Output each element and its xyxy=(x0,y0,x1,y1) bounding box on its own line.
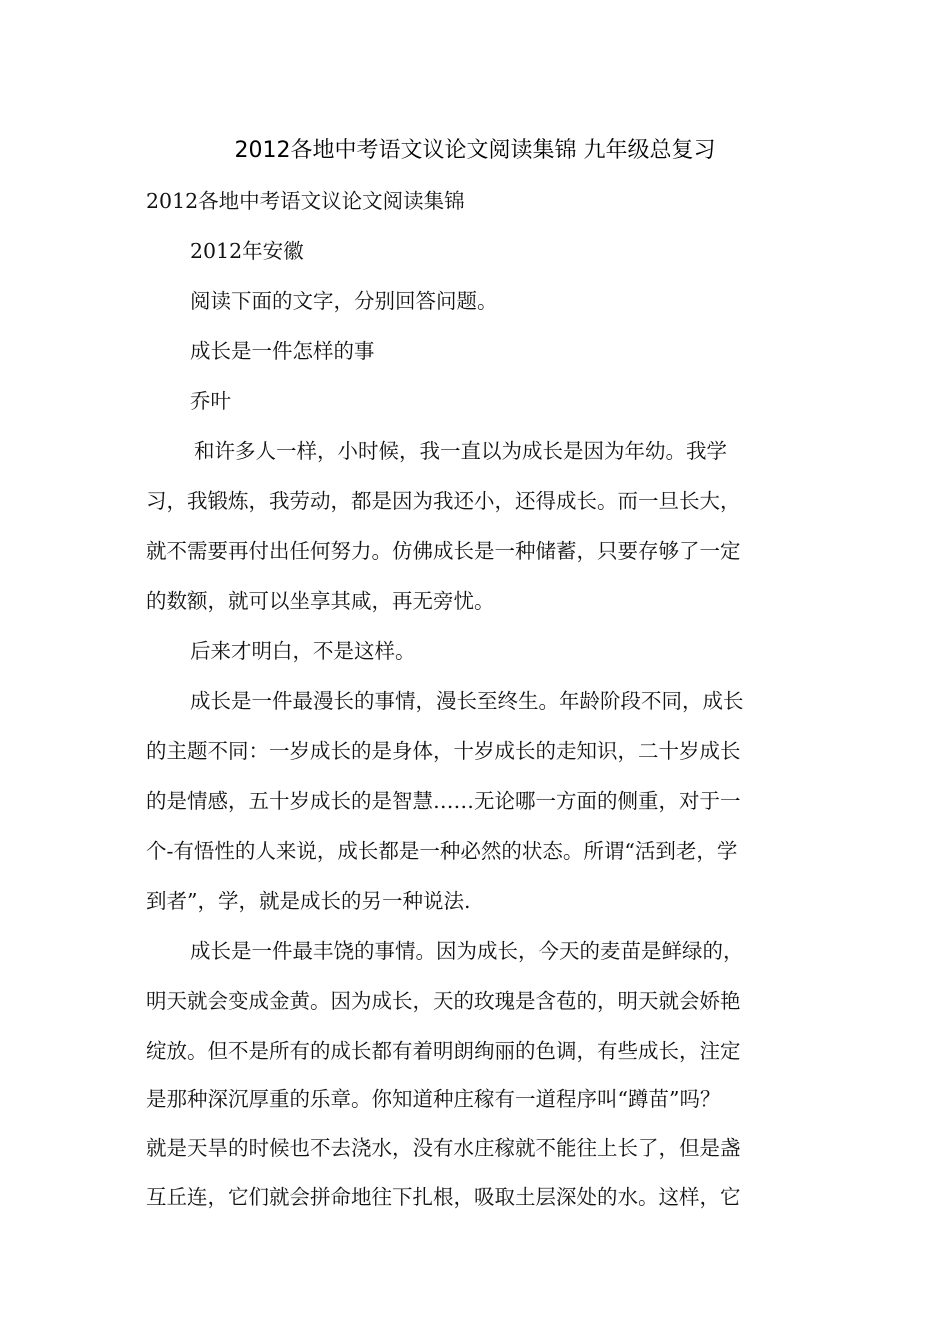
paragraph-line: 后来才明白，不是这样。 xyxy=(190,639,416,663)
paragraph-line: 是那种深沉厚重的乐章。你知道种庄稼有一道程序叫“蹲苗”吗？ xyxy=(146,1087,721,1111)
paragraph-line: 成长是一件最丰饶的事情。因为成长，今天的麦苗是鲜绿的， xyxy=(190,939,744,963)
paragraph-line: 互丘连，它们就会拼命地往下扎根，吸取土层深处的水。这样，它 xyxy=(146,1185,741,1209)
paragraph-line: 到者”，学，就是成长的另一种说法. xyxy=(146,889,471,913)
paragraph-line: 和许多人一样，小时候，我一直以为成长是因为年幼。我学 xyxy=(194,439,727,463)
paragraph-line: 习，我锻炼，我劳动，都是因为我还小，还得成长。而一旦长大， xyxy=(146,489,741,513)
paragraph-line: 绽放。但不是所有的成长都有着明朗绚丽的色调，有些成长，注定 xyxy=(146,1039,741,1063)
paragraph-line: 就不需要再付出任何努力。仿佛成长是一种储蓄，只要存够了一定 xyxy=(146,539,741,563)
document-title: 2012各地中考语文议论文阅读集锦 九年级总复习 xyxy=(234,138,716,163)
paragraph-line: 的数额，就可以坐享其咸，再无旁忧。 xyxy=(146,589,495,613)
paragraph-line: 成长是一件最漫长的事情，漫长至终生。年龄阶段不同，成长 xyxy=(190,689,744,713)
paragraph-line: 就是天旱的时候也不去浇水，没有水庄稼就不能往上长了，但是盏 xyxy=(146,1136,741,1160)
paragraph-line: 明天就会变成金黄。因为成长，天的玫瑰是含苞的，明天就会娇艳 xyxy=(146,989,741,1013)
paragraph-line: 个-有悟性的人来说，成长都是一种必然的状态。所谓“活到老，学 xyxy=(146,839,738,863)
section-year-region: 2012年安徽 xyxy=(190,239,304,263)
article-author: 乔叶 xyxy=(190,389,231,413)
paragraph-line: 的主题不同：一岁成长的是身体，十岁成长的走知识，二十岁成长 xyxy=(146,739,741,763)
article-title: 成长是一件怎样的事 xyxy=(190,339,375,363)
paragraph-line: 的是情感，五十岁成长的是智慧……无论哪一方面的侧重，对于一 xyxy=(146,789,741,813)
instruction-line: 阅读下面的文字，分别回答问题。 xyxy=(190,289,498,313)
collection-heading: 2012各地中考语文议论文阅读集锦 xyxy=(146,189,465,213)
